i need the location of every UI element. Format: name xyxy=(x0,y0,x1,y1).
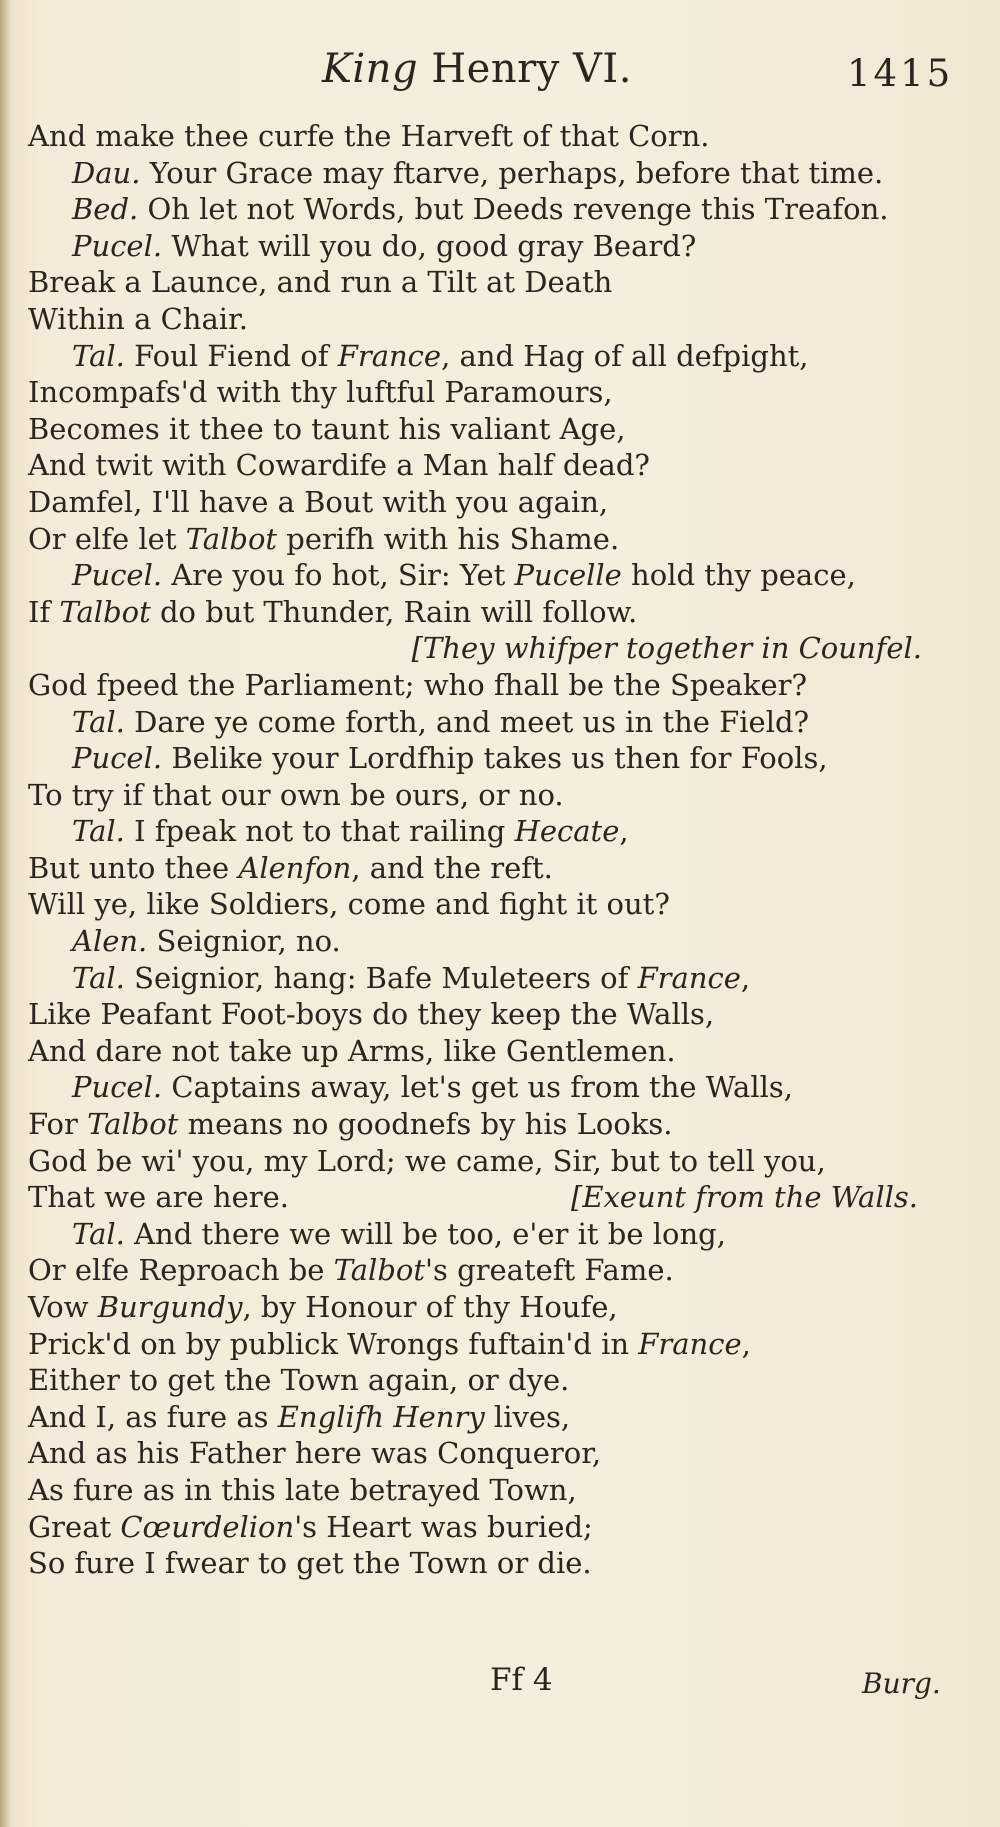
text-line xyxy=(28,1326,958,1363)
catchword: Burg. xyxy=(862,1667,941,1700)
text-line xyxy=(28,960,958,997)
verse-text: hold thy peace, xyxy=(621,558,856,593)
text-line xyxy=(28,667,958,704)
verse-text: Dare ye come forth, and meet us in the Field? xyxy=(134,704,810,739)
speaker-name: Pucel. xyxy=(72,558,163,593)
italic-name: Alenfon xyxy=(238,850,352,885)
stage-direction: [They whifper together in Counfel. xyxy=(411,631,922,666)
play-text xyxy=(28,118,958,1582)
verse-text: 's Heart was buried; xyxy=(294,1509,593,1544)
text-line xyxy=(28,630,958,667)
italic-name: Pucelle xyxy=(514,558,622,593)
text-line xyxy=(28,484,958,521)
text-line xyxy=(28,1435,958,1472)
verse-text: God fpeed the Parliament; who fhall be the Speaker? xyxy=(28,667,808,702)
page-number: 1415 xyxy=(847,52,954,95)
text-line xyxy=(28,155,958,192)
speaker-name: Pucel. xyxy=(72,228,163,263)
verse-text: Oh let not Words, but Deeds revenge this Treafon. xyxy=(147,192,889,227)
verse-text: Captains away, let's get us from the Walls, xyxy=(171,1070,793,1105)
verse-text: Prick'd on by publick Wrongs fuftain'd in xyxy=(28,1326,639,1361)
italic-name: Englifh Henry xyxy=(277,1399,485,1434)
text-line xyxy=(28,521,958,558)
text-line xyxy=(28,1362,958,1399)
verse-text: , and the reft. xyxy=(351,850,553,885)
italic-name: France xyxy=(638,1326,742,1361)
verse-text: If xyxy=(28,594,60,629)
verse-text: And dare not take up Arms, like Gentlemen. xyxy=(28,1033,676,1068)
verse-text: Within a Chair. xyxy=(28,301,248,336)
text-line xyxy=(28,1472,958,1509)
verse-text: To try if that our own be ours, or no. xyxy=(28,777,564,812)
text-line xyxy=(28,1399,958,1436)
verse-text: And I, as fure as xyxy=(28,1399,278,1434)
verse-text: And as his Father here was Conqueror, xyxy=(28,1436,602,1471)
speaker-name: Tal. xyxy=(72,814,125,849)
running-head-italic: King xyxy=(322,46,419,92)
stage-direction: [Exeunt from the Walls. xyxy=(571,1180,918,1215)
verse-text: As fure as in this late betrayed Town, xyxy=(28,1472,577,1507)
verse-text: do but Thunder, Rain will follow. xyxy=(150,594,638,629)
italic-name: Hecate xyxy=(514,814,620,849)
speaker-name: Pucel. xyxy=(72,1070,163,1105)
verse-text: means no goodnefs by his Looks. xyxy=(178,1107,673,1142)
speaker-name: Tal. xyxy=(72,704,125,739)
verse-text: perifh with his Shame. xyxy=(277,521,620,556)
speaker-name: Tal. xyxy=(72,338,125,373)
text-line xyxy=(28,886,958,923)
verse-text: Or elfe Reproach be xyxy=(28,1253,334,1288)
text-line xyxy=(28,1033,958,1070)
text-line xyxy=(28,740,958,777)
verse-text: I fpeak not to that railing xyxy=(134,814,515,849)
speaker-name: Tal. xyxy=(72,960,125,995)
verse-text: Or elfe let xyxy=(28,521,186,556)
italic-name: Talbot xyxy=(87,1107,179,1142)
page-gutter-edge xyxy=(0,0,10,1827)
text-line xyxy=(28,1509,958,1546)
verse-text: Vow xyxy=(28,1290,98,1324)
verse-text: , xyxy=(619,814,629,849)
verse-text: Are you fo hot, Sir: Yet xyxy=(171,558,515,593)
speaker-name: Bed. xyxy=(72,192,139,227)
text-line xyxy=(28,1179,958,1216)
speaker-name: Alen. xyxy=(72,924,148,959)
verse-text: But unto thee xyxy=(28,850,239,885)
signature-mark: Ff 4 xyxy=(490,1662,553,1698)
verse-text: Will ye, like Soldiers, come and fight it out? xyxy=(28,887,670,922)
verse-text: Either to get the Town again, or dye. xyxy=(28,1363,570,1398)
italic-name: Talbot xyxy=(185,521,278,556)
verse-text: Like Peafant Foot-boys do they keep the Walls, xyxy=(28,997,715,1032)
text-line xyxy=(28,594,958,631)
verse-text: Incompafs'd with thy luftful Paramours, xyxy=(28,375,613,410)
verse-text: lives, xyxy=(484,1399,571,1434)
italic-name: France xyxy=(637,960,741,995)
verse-text: For xyxy=(28,1107,88,1142)
text-line xyxy=(28,301,958,338)
running-head-title: Henry VI. xyxy=(431,46,632,92)
text-line xyxy=(28,411,958,448)
text-line xyxy=(28,1143,958,1180)
speaker-name: Tal. xyxy=(72,1216,125,1251)
speaker-name: Dau. xyxy=(72,155,141,190)
text-line xyxy=(28,228,958,265)
text-line xyxy=(28,1106,958,1143)
text-line xyxy=(28,1252,958,1289)
verse-text: Your Grace may ftarve, perhaps, before that time. xyxy=(149,155,884,190)
verse-text: So fure I fwear to get the Town or die. xyxy=(28,1546,592,1581)
verse-text: Foul Fiend of xyxy=(134,338,338,373)
verse-text: Break a Launce, and run a Tilt at Death xyxy=(28,265,613,300)
verse-text: Seignior, hang: Bafe Muleteers of xyxy=(134,960,638,995)
italic-name: Talbot xyxy=(59,594,151,629)
text-line xyxy=(28,1289,958,1326)
verse-text: That we are here. xyxy=(28,1180,289,1215)
text-line xyxy=(28,704,958,741)
italic-name: Cœurdelion xyxy=(120,1509,295,1544)
text-line xyxy=(28,923,958,960)
verse-text: , xyxy=(740,960,751,995)
text-line xyxy=(28,264,958,301)
italic-name: Talbot xyxy=(333,1253,426,1288)
speaker-name: Pucel. xyxy=(72,741,163,776)
text-line xyxy=(28,996,958,1033)
text-line xyxy=(28,118,958,155)
verse-text: Belike your Lordfhip takes us then for Fools, xyxy=(171,741,828,776)
text-line xyxy=(28,813,958,850)
text-line xyxy=(28,1069,958,1106)
verse-text: And make thee curfe the Harveft of that Corn. xyxy=(28,119,710,153)
text-line xyxy=(28,191,958,228)
text-line xyxy=(28,1216,958,1253)
italic-name: France xyxy=(337,338,442,373)
text-line xyxy=(28,1545,958,1582)
verse-text: God be wi' you, my Lord; we came, Sir, but to tell you, xyxy=(28,1143,826,1178)
verse-text: , by Honour of thy Houfe, xyxy=(242,1290,618,1324)
text-line xyxy=(28,374,958,411)
verse-text: , xyxy=(741,1326,751,1361)
text-line xyxy=(28,850,958,887)
text-line xyxy=(28,338,958,375)
text-line xyxy=(28,447,958,484)
verse-text: Seignior, no. xyxy=(156,924,341,959)
verse-text: What will you do, good gray Beard? xyxy=(171,228,697,263)
verse-text: , and Hag of all defpight, xyxy=(441,338,809,373)
verse-text: And there we will be too, e'er it be long, xyxy=(134,1216,726,1251)
verse-text: Great xyxy=(28,1509,121,1544)
verse-text: Becomes it thee to taunt his valiant Age, xyxy=(28,411,626,446)
text-line xyxy=(28,557,958,594)
verse-text: Damfel, I'll have a Bout with you again, xyxy=(28,484,609,519)
running-head xyxy=(322,46,632,92)
verse-text: 's greateft Fame. xyxy=(425,1253,674,1288)
italic-name: Burgundy xyxy=(97,1290,243,1324)
text-line xyxy=(28,777,958,814)
verse-text: And twit with Cowardife a Man half dead? xyxy=(28,448,650,483)
